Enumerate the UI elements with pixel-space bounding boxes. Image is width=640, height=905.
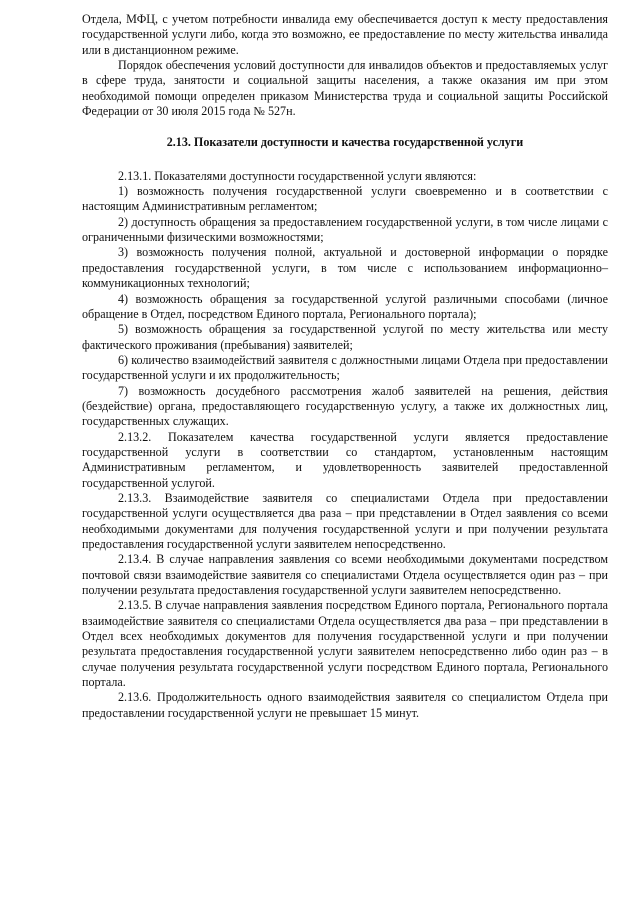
list-item-6: 6) количество взаимодействий заявителя с должностными лицами Отдела при предоставлении государственной услуги и их продолжительность; xyxy=(82,352,608,383)
document-page xyxy=(82,12,608,721)
list-item-3: 3) возможность получения полной, актуальной и достоверной информации о порядке предоставления государственной услуги, в том числе с использованием информационно–коммуникационных технологий; xyxy=(82,245,608,291)
paragraph-2-13-6: 2.13.6. Продолжительность одного взаимодействия заявителя со специалистом Отдела при предоставлении государственной услуги не превышает 15 минут. xyxy=(82,690,608,720)
list-item-4: 4) возможность обращения за государственной услугой различными способами (личное обращение в Отдел, посредством Единого портала, Регионального портала); xyxy=(82,291,608,321)
intro-paragraph-2: Порядок обеспечения условий доступности для инвалидов объектов и предоставляемых услуг в сфере труда, занятости и социальной защиты населения, а также оказания им при этом необходимой помощи определен приказом Министерства труда и социальной защиты Российской Федерации от 30 июля 2015 года № 527н. xyxy=(82,58,608,119)
list-item-2: 2) доступность обращения за предоставлением государственной услуги, в том числе лицами с ограниченными физическими возможностями; xyxy=(82,214,608,245)
list-item-1: 1) возможность получения государственной услуги своевременно и в соответствии с настоящим Административным регламентом; xyxy=(82,184,608,214)
paragraph-2-13-5: 2.13.5. В случае направления заявления посредством Единого портала, Регионального портала взаимодействие заявителя со специалистами Отдела осуществляется два раза – при представлении в Отдел всех необходимых документов для получения государственной услуги и при получении результата предоставления государственной услуги заявителем непосредственно либо один раз – в случае получения результата государственной услуги посредством Единого портала, Регионального портала. xyxy=(82,598,608,690)
list-item-5: 5) возможность обращения за государственной услугой по месту жительства или месту фактического проживания (пребывания) заявителей; xyxy=(82,322,608,352)
paragraph-2-13-4: 2.13.4. В случае направления заявления со всеми необходимыми документами посредством почтовой связи взаимодействие заявителя со специалистами Отдела осуществляется один раз – при получении результата предоставления государственной услуги заявителем непосредственно. xyxy=(82,552,608,598)
section-heading: 2.13. Показатели доступности и качества государственной услуги xyxy=(166,135,524,150)
list-item-7: 7) возможность досудебного рассмотрения жалоб заявителей на решения, действия (бездействие) органа, предоставляющего государственную услугу, а также их должностных лиц, государственных служащих. xyxy=(82,383,608,429)
paragraph-2-13-2: 2.13.2. Показателем качества государственной услуги является предоставление государственной услуги в соответствии со стандартом, установленным настоящим Административным регламентом, и удовлетворенность заявителей предоставленной государственной услугой. xyxy=(82,429,608,490)
intro-paragraph-1: Отдела, МФЦ, с учетом потребности инвалида ему обеспечивается доступ к месту предоставления государственной услуги либо, когда это возможно, ее предоставление по месту жительства инвалида или в дистанционном режиме. xyxy=(82,12,608,57)
paragraph-2-13-1: 2.13.1. Показателями доступности государственной услуги являются: xyxy=(118,168,477,183)
paragraph-2-13-3: 2.13.3. Взаимодействие заявителя со специалистами Отдела при предоставлении государственной услуги осуществляется два раза – при представлении в Отдел заявления со всеми необходимыми документами для получения государственной услуги и при получении результата предоставления государственной услуги заявителем непосредственно. xyxy=(82,490,608,551)
